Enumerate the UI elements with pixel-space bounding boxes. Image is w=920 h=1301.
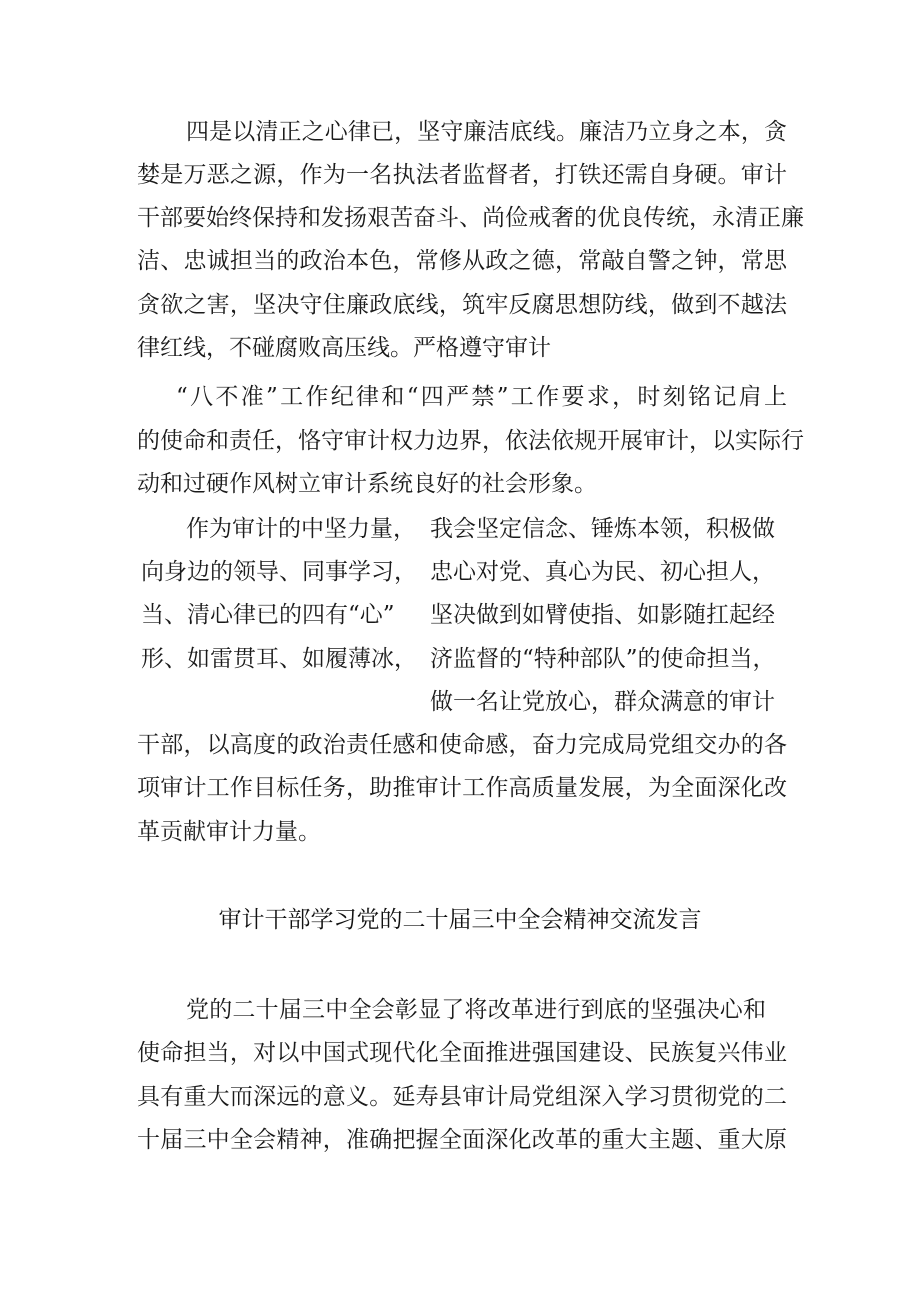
text-line: 四是以清正之心律已，坚守廉洁底线。廉洁乃立身之本，贪 (186, 119, 787, 145)
text-line: “八不准”工作纪律和“四严禁”工作要求，时刻铭记肩上 (176, 384, 787, 410)
text-fragment-left: 形、如雷贯耳、如履薄冰， (141, 646, 417, 672)
text-line: 贪欲之害，坚决守住廉政底线，筑牢反腐思想防线，做到不越法 (137, 292, 787, 318)
text-fragment-left: 作为审计的中坚力量， (186, 516, 416, 542)
text-line: 党的二十届三中全会彰显了将改革进行到底的坚强决心和 (186, 997, 766, 1023)
text-fragment-left: 向身边的领导、同事学习， (141, 559, 417, 585)
text-fragment-left: 当、清心律已的四有“心” (141, 602, 395, 628)
text-line: 动和过硬作风树立审计系统良好的社会形象。 (137, 471, 597, 497)
text-line: 的使命和责任，恪守审计权力边界，依法依规开展审计，以实际行 (137, 428, 804, 454)
text-line: 革贡献审计力量。 (137, 819, 321, 845)
text-line: 干部要始终保持和发扬艰苦奋斗、尚俭戒奢的优良传统，永清正廉 (137, 205, 804, 231)
text-line: 律红线，不碰腐败高压线。严格遵守审计 (137, 335, 551, 361)
text-fragment-right: 忠心对党、真心为民、初心担人， (430, 559, 775, 585)
section-heading: 审计干部学习党的二十届三中全会精神交流发言 (218, 907, 702, 933)
text-line: 十届三中全会精神，准确把握全面深化改革的重大主题、重大原 (137, 1127, 787, 1153)
text-fragment-right: 做一名让党放心，群众满意的审计 (430, 689, 775, 715)
text-line: 洁、忠诚担当的政治本色，常修从政之德，常敲自警之钟，常思 (137, 248, 787, 274)
text-line: 婪是万恶之源，作为一名执法者监督者，打铁还需自身硬。审计 (137, 162, 787, 188)
text-line: 使命担当，对以中国式现代化全面推进强国建设、民族复兴伟业 (137, 1040, 787, 1066)
text-line: 具有重大而深远的意义。延寿县审计局党组深入学习贯彻党的二 (137, 1084, 787, 1110)
text-line: 干部，以高度的政治责任感和使命感，奋力完成局党组交办的各 (137, 732, 787, 758)
text-fragment-right: 我会坚定信念、锤炼本领，积极做 (430, 516, 775, 542)
text-fragment-right: 坚决做到如臂使指、如影随扛起经 (430, 602, 775, 628)
text-fragment-right: 济监督的“特种部队”的使命担当， (430, 646, 776, 672)
text-line: 项审计工作目标任务，助推审计工作高质量发展，为全面深化改 (137, 775, 787, 801)
